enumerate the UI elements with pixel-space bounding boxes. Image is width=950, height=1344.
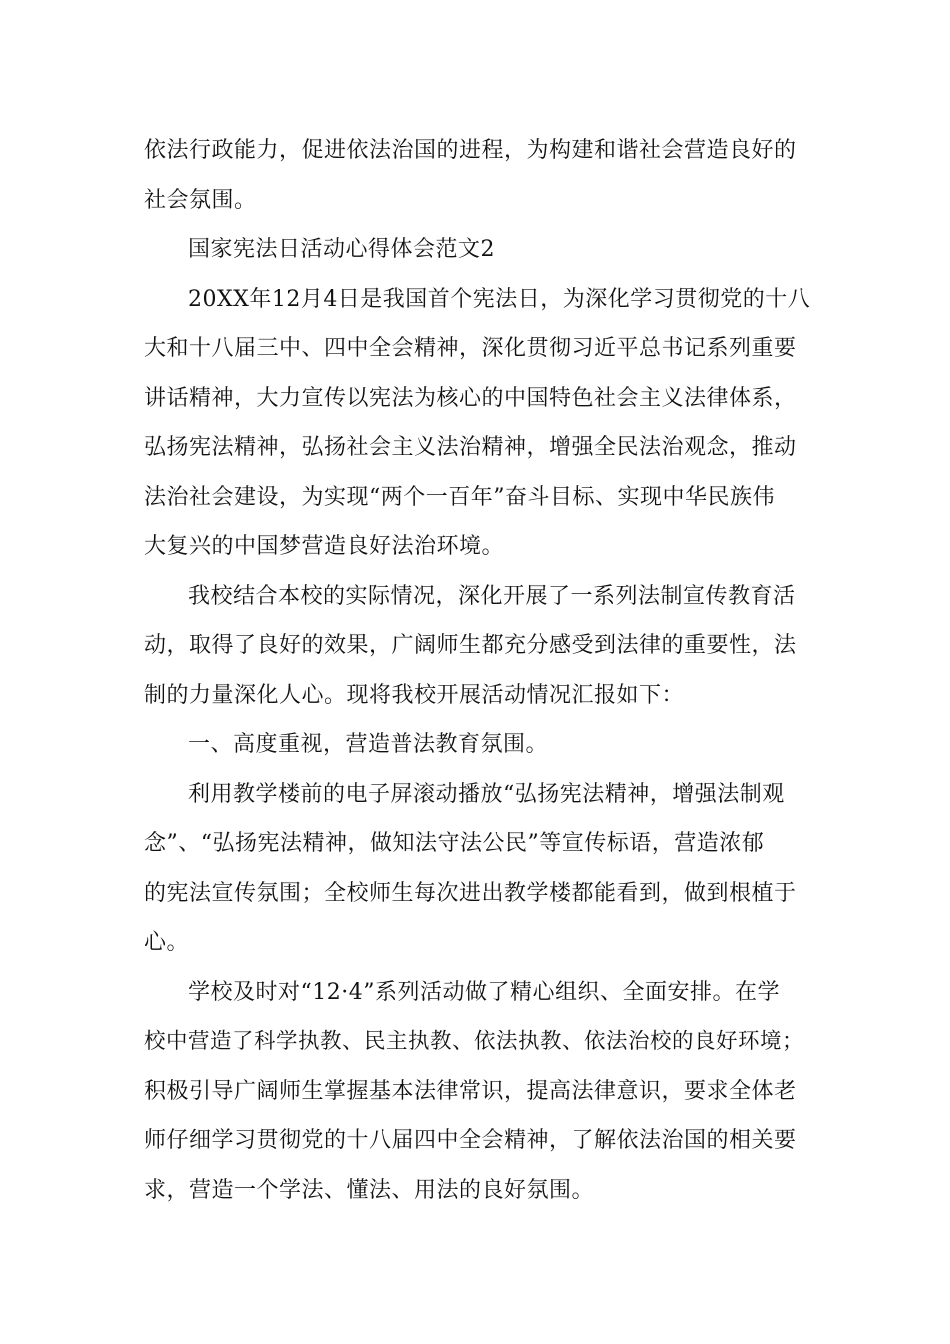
text-line: 动，取得了良好的效果，广阔师生都充分感受到法律的重要性，法 [144,633,797,658]
text-line: 大复兴的中国梦营造良好法治环境。 [144,534,505,559]
text-line: 学校及时对“12·4”系列活动做了精心组织、全面安排。在学 [188,979,780,1005]
text-line: 制的力量深化人心。现将我校开展活动情况汇报如下： [144,682,685,708]
text-line: 校中营造了科学执教、民主执教、依法执教、依法治校的良好环境； [144,1029,805,1054]
document-body [144,126,812,1215]
text-line: 大和十八届三中、四中全会精神，深化贯彻习近平总书记系列重要 [144,336,797,361]
text-line: 师仔细学习贯彻党的十八届四中全会精神，了解依法治国的相关要 [144,1128,797,1153]
text-line: 求，营造一个学法、懂法、用法的良好氛围。 [144,1177,595,1203]
text-line: 法治社会建设，为实现“两个一百年”奋斗目标、实现中华民族伟 [144,484,775,510]
text-line: 弘扬宪法精神，弘扬社会主义法治精神，增强全民法治观念，推动 [144,435,797,460]
text-line: 念”、“弘扬宪法精神，做知法守法公民”等宣传标语，营造浓郁 [144,831,765,856]
text-line: 心。 [144,930,190,955]
text-line: 我校结合本校的实际情况，深化开展了一系列法制宣传教育活 [188,583,796,609]
text-line: 社会氛围。 [144,187,257,213]
text-line: 积极引导广阔师生掌握基本法律常识，提高法律意识，要求全体老 [144,1078,797,1104]
subsection-heading: 一、高度重视，营造普法教育氛围。 [188,732,549,757]
text-line: 讲话精神，大力宣传以宪法为核心的中国特色社会主义法律体系， [144,385,797,411]
section-title: 国家宪法日活动心得体会范文2 [188,237,495,262]
text-line: 的宪法宣传氛围；全校师生每次进出教学楼都能看到，做到根植于 [144,880,797,906]
text-line: 依法行政能力，促进依法治国的进程，为构建和谐社会营造良好的 [144,138,797,163]
text-line: 20XX年12月4日是我国首个宪法日，为深化学习贯彻党的十八 [188,286,811,312]
text-line: 利用教学楼前的电子屏滚动播放“弘扬宪法精神，增强法制观 [188,781,785,807]
